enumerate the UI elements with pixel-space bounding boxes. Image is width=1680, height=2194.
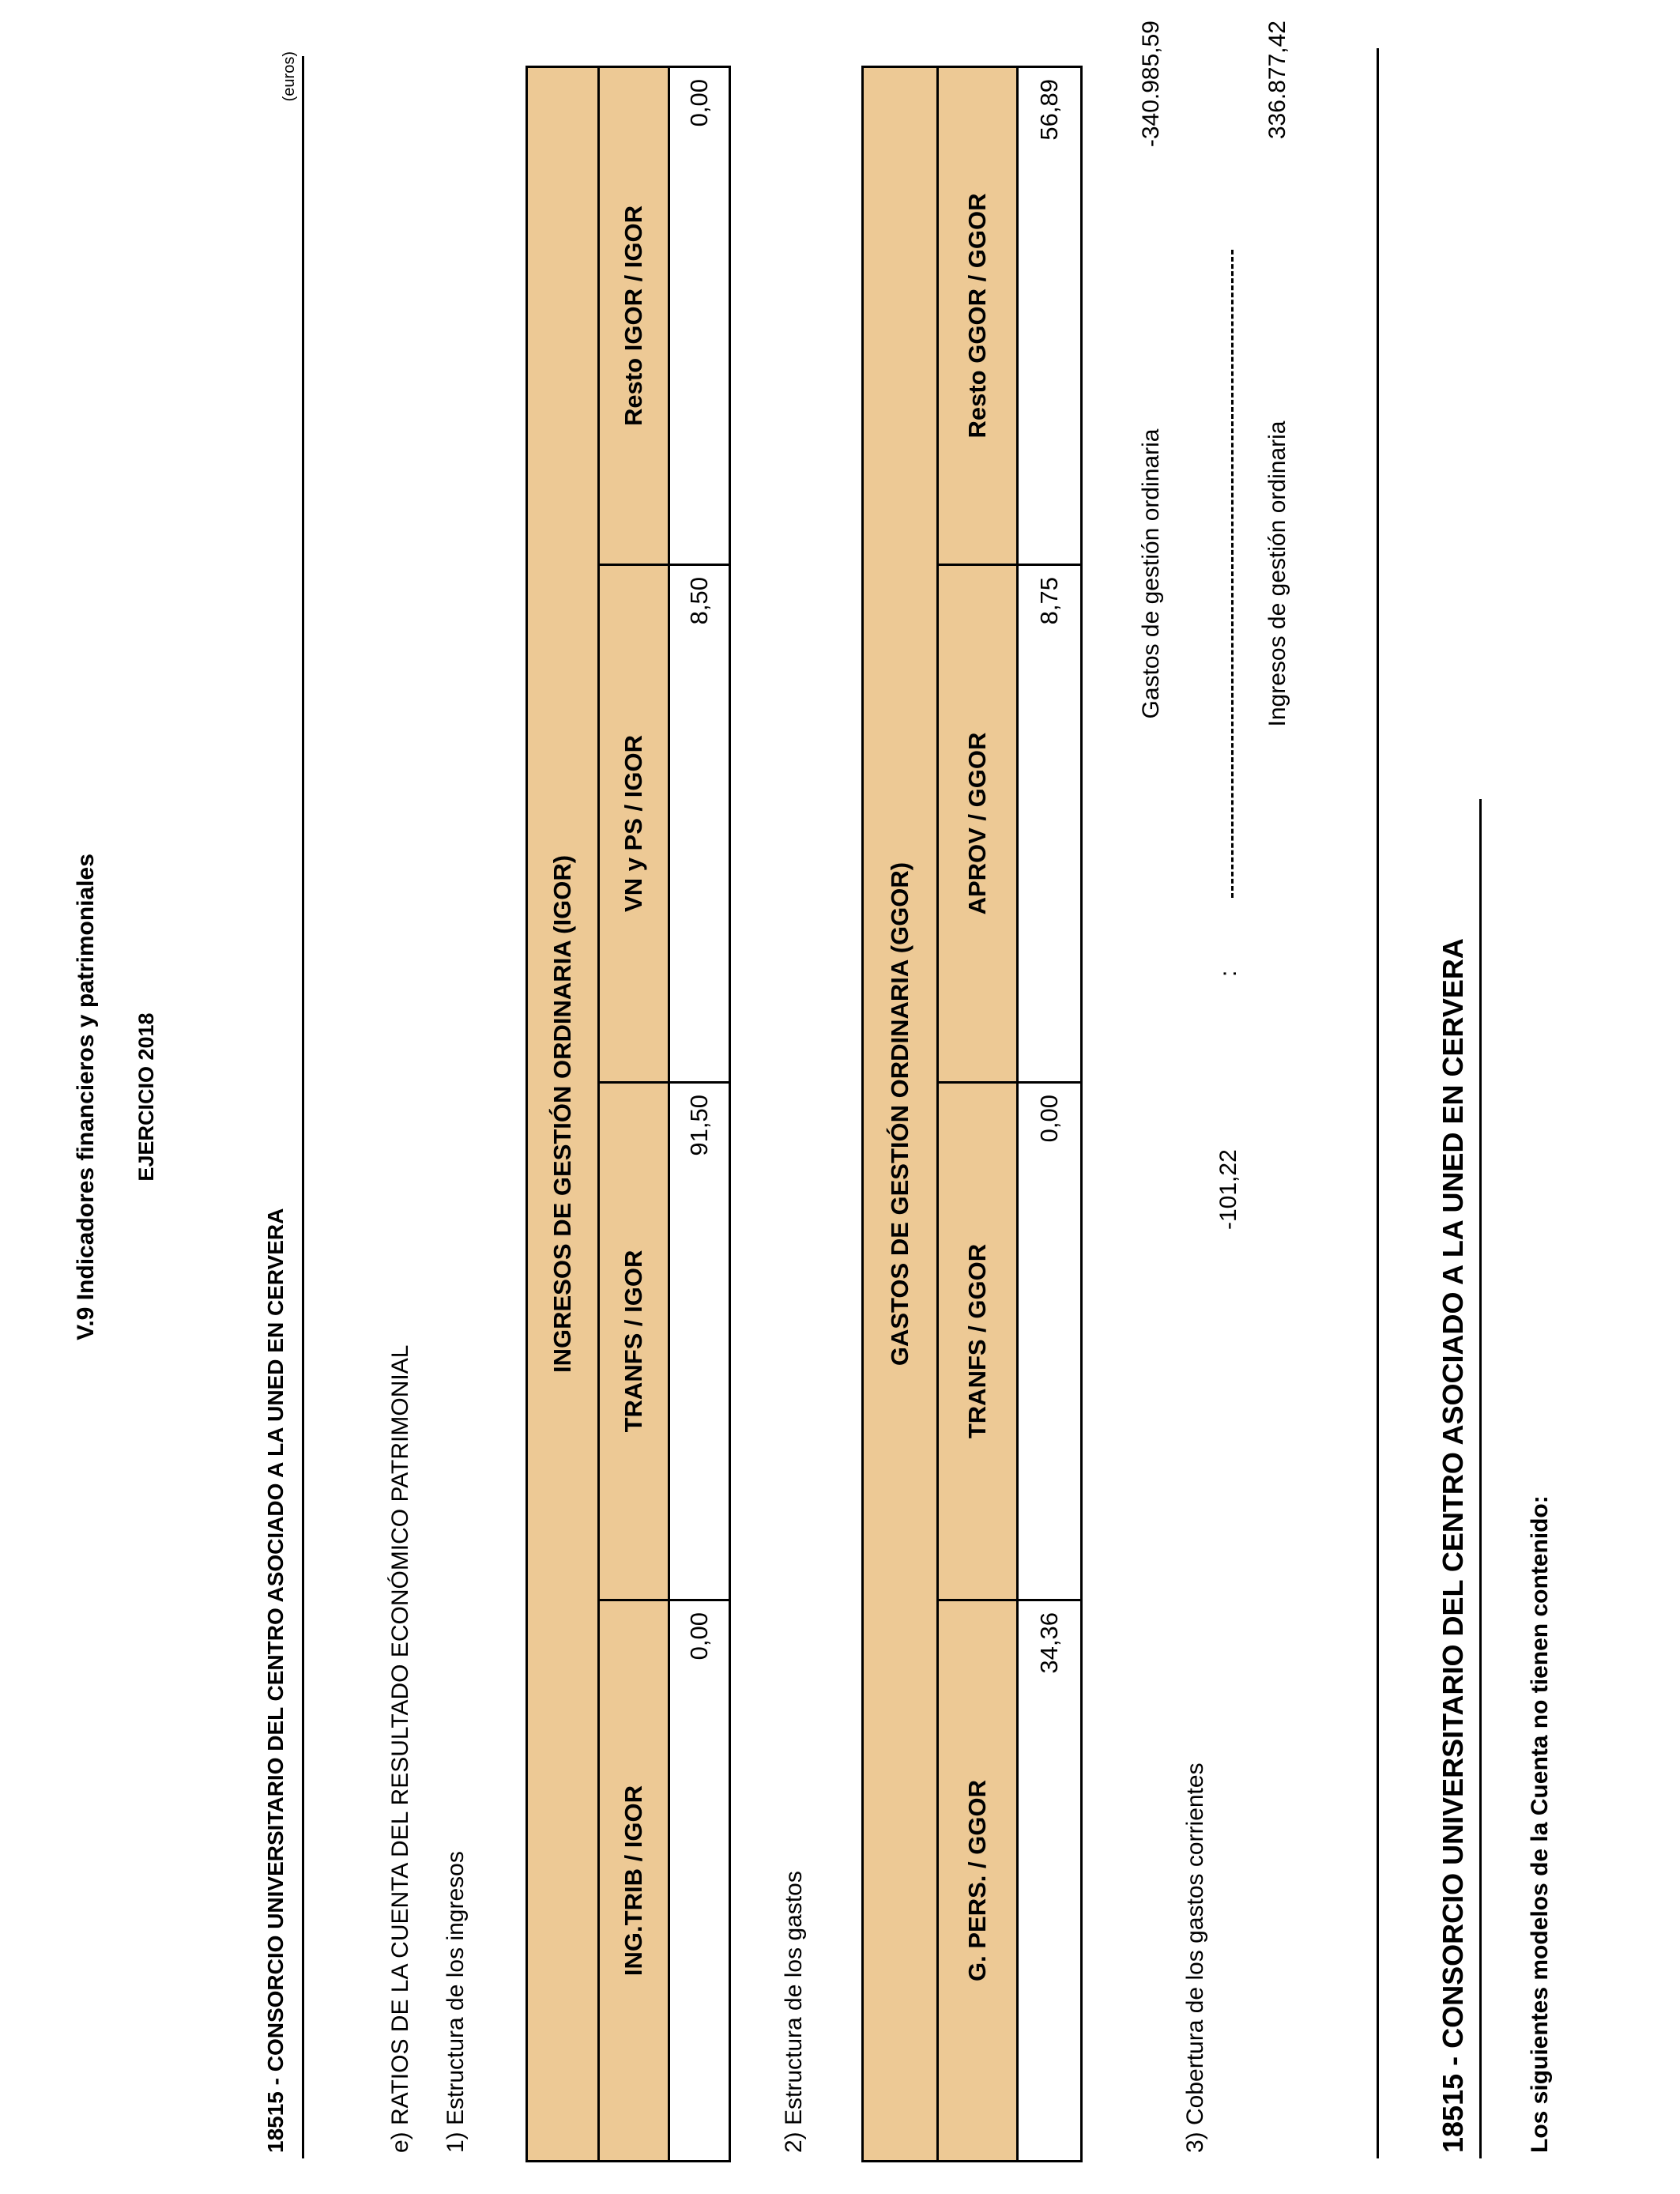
- section-title: e) RATIOS DE LA CUENTA DEL RESULTADO ECONÓMICO PATRIMONIAL: [387, 1344, 413, 2153]
- gastos-band-header: GASTOS DE GESTIÓN ORDINARIA (GGOR): [863, 66, 938, 2161]
- entity-heading-footer: 18515 - CONSORCIO UNIVERSITARIO DEL CENTRO ASOCIADO A LA UNED EN CERVERA: [1437, 938, 1469, 2153]
- numerator-value: -340.985,59: [1138, 21, 1164, 148]
- gastos-col-header: TRANFS / GGOR: [938, 1083, 1018, 1600]
- entity-heading: 18515 - CONSORCIO UNIVERSITARIO DEL CENTRO ASOCIADO A LA UNED EN CERVERA: [263, 1208, 288, 2153]
- section-divider: [1377, 48, 1379, 2158]
- ingresos-ratio-table: [525, 66, 731, 2162]
- fiscal-year: EJERCICIO 2018: [134, 1012, 158, 1182]
- footer-entity-underline: [1479, 799, 1482, 2158]
- gastos-subtitle: 2) Estructura de los gastos: [781, 1871, 807, 2153]
- ingresos-band-header: INGRESOS DE GESTIÓN ORDINARIA (IGOR): [527, 67, 599, 2162]
- ingresos-subtitle: 1) Estructura de los ingresos: [443, 1851, 469, 2153]
- gastos-col-header: G. PERS. / GGOR: [938, 1600, 1018, 2162]
- denominator-value: 336.877,42: [1264, 21, 1290, 140]
- gastos-value-cell: 34,36: [1018, 1600, 1082, 2162]
- gastos-value-cell: 8,75: [1018, 565, 1082, 1083]
- gastos-col-header: Resto GGOR / GGOR: [938, 66, 1018, 564]
- numerator-label: Gastos de gestión ordinaria: [1138, 428, 1164, 719]
- header-divider: [302, 56, 304, 2158]
- gastos-col-header: APROV / GGOR: [938, 565, 1018, 1083]
- denominator-label: Ingresos de gestión ordinaria: [1264, 420, 1290, 727]
- ingresos-value-cell: 0,00: [669, 67, 730, 565]
- ingresos-col-header: VN y PS / IGOR: [599, 565, 669, 1083]
- ingresos-col-header: Resto IGOR / IGOR: [599, 67, 669, 565]
- gastos-value-cell: 0,00: [1018, 1083, 1082, 1600]
- units-label: (euros): [281, 51, 298, 102]
- gastos-value-cell: 56,89: [1018, 66, 1082, 564]
- fraction-line: [1231, 250, 1234, 898]
- gastos-ratio-table: [861, 66, 1083, 2162]
- ingresos-value-cell: 0,00: [669, 1600, 730, 2162]
- cobertura-value: -101,22: [1215, 1149, 1241, 1230]
- ingresos-value-cell: 91,50: [669, 1083, 730, 1600]
- cobertura-colon: :: [1215, 970, 1241, 977]
- empty-models-note: Los siguientes modelos de la Cuenta no tienen contenido:: [1527, 1495, 1553, 2153]
- ingresos-value-cell: 8,50: [669, 565, 730, 1083]
- report-title: V.9 Indicadores financieros y patrimoniales: [73, 854, 99, 1340]
- ingresos-col-header: ING.TRIB / IGOR: [599, 1600, 669, 2162]
- cobertura-label: 3) Cobertura de los gastos corrientes: [1182, 1762, 1208, 2153]
- ingresos-col-header: TRANFS / IGOR: [599, 1083, 669, 1600]
